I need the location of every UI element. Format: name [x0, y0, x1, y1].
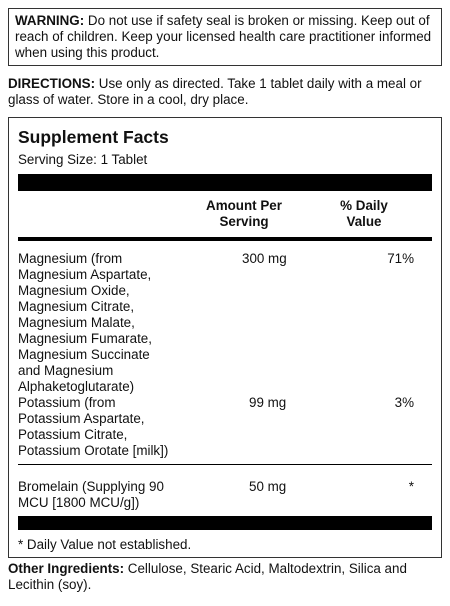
column-header-amount: Amount Per Serving — [206, 198, 282, 229]
nutrient-daily-value: * — [408, 479, 414, 494]
nutrient-name: Bromelain (Supplying 90 MCU [1800 MCU/g]) — [18, 479, 164, 510]
nutrient-daily-value: 71% — [387, 251, 414, 266]
warning-text: Do not use if safety seal is broken or missing. Keep out of reach of children. Keep your licensed health care practitioner informed when using this product. — [15, 13, 432, 60]
supplement-facts-panel — [8, 117, 442, 558]
warning-label: WARNING: — [15, 13, 85, 28]
nutrient-amount: 50 mg — [249, 479, 287, 494]
nutrient-name: Magnesium (from Magnesium Aspartate, Magnesium Oxide, Magnesium Citrate, Magnesium Malate, Magnesium Fumarate, Magnesium Succinate and Magnesium Alphaketoglutarate) — [18, 251, 152, 394]
column-header-daily-value: % Daily Value — [340, 198, 388, 229]
facts-title: Supplement Facts — [18, 127, 169, 147]
directions-text: Use only as directed. Take 1 tablet daily with a meal or glass of water. Store in a cool, dry place. — [8, 76, 422, 107]
other-ingredients — [8, 561, 442, 593]
other-ingredients-text: Cellulose, Stearic Acid, Maltodextrin, Silica and Lecithin (soy). — [8, 561, 407, 592]
nutrient-amount: 99 mg — [249, 395, 287, 410]
thick-divider-top — [18, 174, 432, 191]
nutrient-name: Potassium (from Potassium Aspartate, Potassium Citrate, Potassium Orotate [milk]) — [18, 395, 169, 458]
other-ingredients-label: Other Ingredients: — [8, 561, 125, 576]
nutrient-amount: 300 mg — [242, 251, 287, 266]
thick-divider-bottom — [18, 516, 432, 530]
serving-size: Serving Size: 1 Tablet — [18, 152, 148, 167]
warning-box — [8, 8, 442, 66]
row-divider — [18, 464, 432, 465]
footnote: * Daily Value not established. — [18, 537, 192, 552]
directions-block — [8, 76, 442, 108]
medium-divider — [18, 237, 432, 241]
nutrient-daily-value: 3% — [394, 395, 414, 410]
directions-label: DIRECTIONS: — [8, 76, 96, 91]
